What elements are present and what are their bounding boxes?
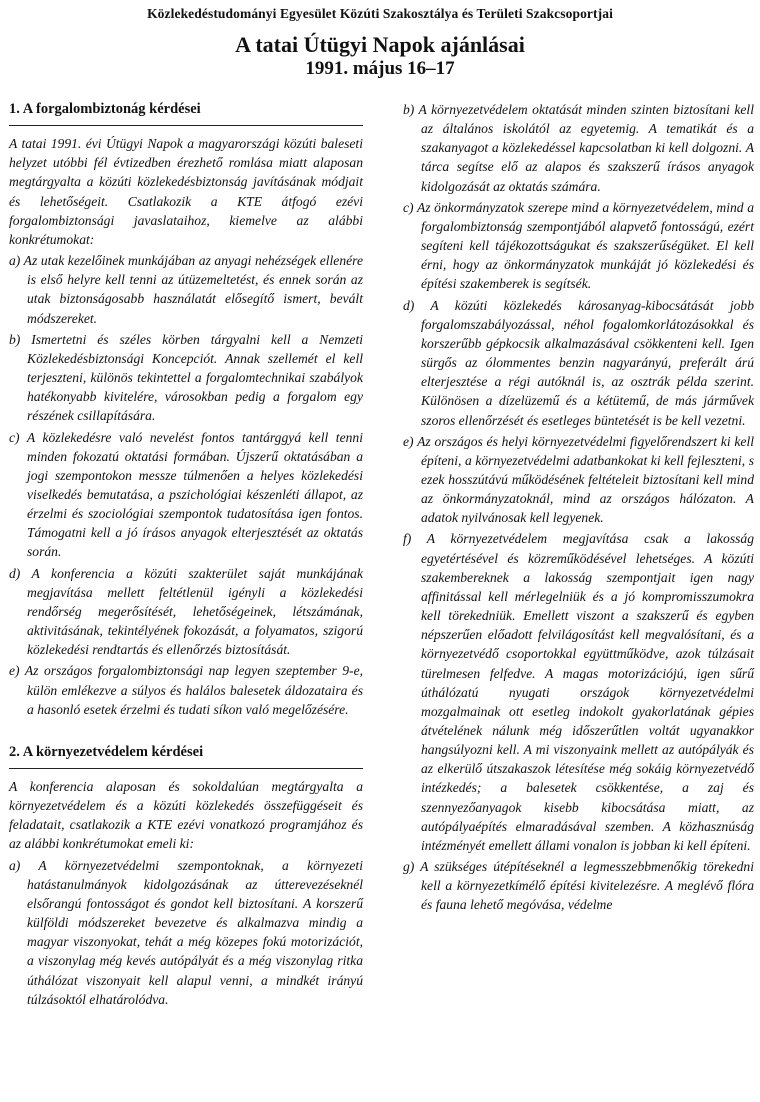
section1-item-d: d) A konferencia a közúti szakterület saját munkájának megjavítása mellett feltétlenül igényli a közlekedési rendőrség megerősítését, lehetőségeinek, létszámának, aktivitásának, tekintélyének fokozását, a folyamatos, szigorú közlekedési rendtartás és ellenőrzés biztosítását.	[9, 565, 363, 658]
page-header	[0, 6, 760, 80]
left-column	[9, 100, 363, 1011]
section2-item-c: c) Az önkormányzatok szerepe mind a környezetvédelem, mind a forgalombiztonság szempontjából alapvető fontosságú, ezért segíteni kell tájékozottságukat és szakszerűségüket. El kell érni, hogy az önkormányzatok munkáját jó közlekedési és építési szakemberek is segítsék.	[403, 199, 754, 292]
section1-heading: 1. A forgalombiztonág kérdései	[9, 101, 201, 117]
section1-item-a: a) Az utak kezelőinek munkájában az anyagi nehézségek ellenére is első helyre kell tenni az útüzemeltetést, és ennek során az utak biztonságosabb használatát elősegítő ismert, bevált módszereket.	[9, 253, 363, 326]
section2-heading: 2. A környezetvédelem kérdései	[9, 743, 204, 760]
organization-line: Közlekedéstudományi Egyesület Közúti Szakosztálya és Területi Szakcsoportjai	[147, 6, 613, 21]
section1-item-c: c) A közlekedésre való nevelést fontos tantárggyá kell tenni minden fokozatú oktatási formában. Újszerű oktatásában a jogi szempontokon messze túlmenően a helyes közlekedési viselkedés bemutatása, a pszichológiai készenléti állapot, az érzelmi és szociológiai szempontok tudatosítása igen fontos. Támogatni kell a jó írásos anyagok elterjesztését az oktatás során.	[9, 429, 363, 560]
section1-item-b: b) Ismertetni és széles körben tárgyalni kell a Nemzeti Közlekedésbiztonsági Koncepciót. Annak szellemét el kell terjeszteni, különös tekintettel a forgalomtechnikai szabályok hatékonyabb kivitelére, városokban pedig a forgalom egy részének csillapítására.	[9, 331, 363, 424]
section1-intro: A tatai 1991. évi Útügyi Napok a magyarországi közúti baleseti helyzet utóbbi fél évtizedben érezhető romlása miatt alaposan megtárgyalta a közúti közlekedésbiztonság javításának módjait és lehetőségeit. Csatlakozik a KTE átfogó ezévi forgalombiztonsági javaslataihoz, kiemelve az alábbi konkrétumokat:	[9, 136, 363, 247]
right-column	[403, 100, 754, 917]
section2-item-g: g) A szükséges útépítéseknél a legmesszebbmenőkig törekedni kell a környezetkímélő építési kivitelezésre. A meglévő flóra és fauna lehető megóvása, védelme	[403, 859, 754, 913]
section-gap	[9, 721, 363, 743]
section2-item-d: d) A közúti közlekedés károsanyag-kibocsátását jobb forgalomszabályozással, néhol fogalomkorlátozásokkal és korszerűbb gépkocsik alkalmazásával csökkenteni kell. Igen sürgős az ólommentes benzin nagyarányú, preferált árú elterjesztése a régi autóknál is, az osztrák példa szerint. Különösen a dízelüzemű és a kétütemű, de más járművek szoros ellenőrzését és esetleges büntetését is be kell vezetni.	[403, 297, 754, 428]
section-divider	[9, 768, 363, 769]
section2-item-a: a) A környezetvédelmi szempontoknak, a környezeti hatástanulmányok kidolgozásának az útterevezéseknél elsőrangú fontosságot és gondot kell biztosítani. A korszerű külföldi módszereket bevezetve és alkalmazva mindig a magyar viszonyokat, tehát a még közepes fokú motorizációt, a viszonylag még kevés autópályát és a még viszonylag ritka úthálózat viszonyait kell alapul venni, a mindkét irányú túlzásoktól elhatárolódva.	[9, 857, 363, 1007]
section2-item-e: e) Az országos és helyi környezetvédelmi figyelőrendszert ki kell építeni, a környezetvédelmi adatbankokat ki kell fejleszteni, s ezek hosszútávú működésének feltételeit biztosítani kell mind az önkormányzatoknál, mind az országos hálózaton. A adatok nyilvánosak kell legyenek.	[403, 433, 754, 526]
section2-item-f: f) A környezetvédelem megjavítása csak a lakosság egyetértésével és közreműködésével lehetséges. A közúti szakembereknek a lakosság szempontjait igen nagy affinitással kell mérlegelniük és a jó kompromisszumokra kell törekedniük. Emellett viszont a szakszerű és egyben népszerűen előadott felvilágosítást kell megvalósítani, és a környezetvédő csoportokkal együttműködve, azok túlzásait türelmesen felfedve. A magas motorizációjú, igen sűrű úthálózatú nyugati országok környezetvédelmi mozgalmainak ott esetleg indokolt gyakorlatának gépies átvételének nálunk még időszerűtlen voltát ugyanakkor hangsúlyozni kell. A mi viszonyaink mellett az autópályák és az elkerülő útszakaszok létesítése még sokáig környezetvédő intézkedés; a balesetek csökkentése, a zaj és szennyezőanyagok kisebb kibocsátása miatt, az autópályaépítés elmaradásával szemben. A közhasznúság intézményét emellett állami vonalon is jobban ki kell építeni.	[403, 531, 754, 853]
section2-intro: A konferencia alaposan és sokoldalúan megtárgyalta a környezetvédelem és a közúti közlekedés összefüggéseit és feladatait, csatlakozik a KTE ezévi vonatkozó programjához és az alábbi konkrétumokat emeli ki:	[9, 779, 363, 852]
document-date: 1991. május 16–17	[305, 58, 455, 79]
section1-item-e: e) Az országos forgalombiztonsági nap legyen szeptember 9-e, külön emlékezve a súlyos és halálos balesetek áldozataira és a hasonló esetek érzelmi és tudati síkon való megelőzésére.	[9, 663, 363, 717]
document-title: A tatai Útügyi Napok ajánlásai	[235, 32, 525, 57]
section-divider	[9, 125, 363, 126]
section2-item-b: b) A környezetvédelem oktatását minden szinten biztosítani kell az általános iskolától az egyetemig. A tematikát és a szakanyagot a közlekedéssel kapcsolatban ki kell dolgozni. A tárca segítse elő az alapos és szakszerű írásos anyagok kidolgozását az oktatás számára.	[403, 102, 754, 194]
